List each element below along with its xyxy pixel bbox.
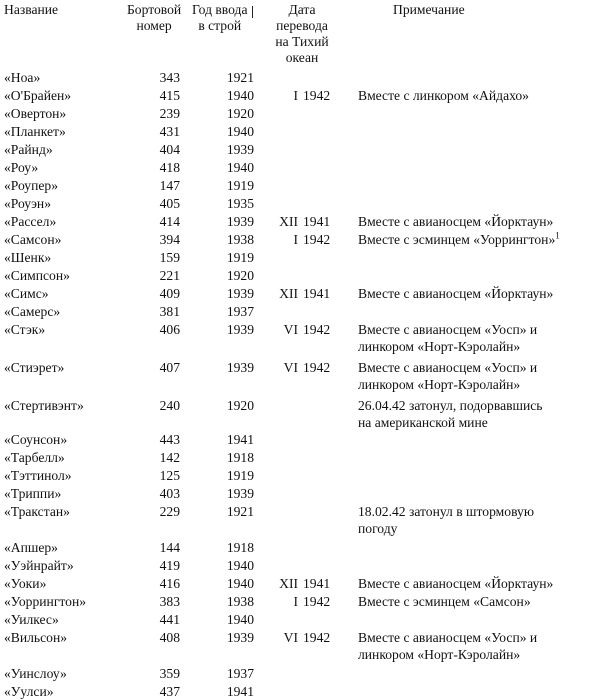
header-year-line: Год ввода [192,2,248,17]
header-note-text: Примечание [393,2,465,17]
hull-number: 407 [159,360,180,375]
commission-year: 1920 [226,398,254,413]
ship-name: «Самсон» [4,232,62,247]
transfer-month: I [293,594,298,609]
note [358,360,598,394]
note-line: Вместе с авианосцем «Уосп» и [358,360,538,375]
hull-number: 418 [159,160,180,175]
hull-number: 416 [159,576,180,591]
hull-number: 159 [159,250,180,265]
hull-number: 144 [159,540,180,555]
ship-name: «Уоррингтон» [4,594,87,609]
note-line: Вместе с авианосцем «Уосп» и [358,322,538,337]
hull-number: 343 [159,70,180,85]
transfer-year: 1942 [303,594,331,609]
commission-year: 1938 [226,232,254,247]
hull-number: 409 [159,286,180,301]
hull-number: 431 [159,124,180,139]
header-transfer-line: океан [285,50,319,65]
commission-year: 1939 [226,360,254,375]
hull-number: 229 [159,504,180,519]
ship-name: «Соунсон» [4,432,68,447]
note-line: Вместе с авианосцем «Уосп» и [358,630,538,645]
ship-name: «Уилкес» [4,612,59,627]
commission-year: 1940 [226,612,254,627]
commission-year: 1939 [226,142,254,157]
transfer-year: 1942 [303,322,331,337]
transfer-month: VI [283,322,298,337]
commission-year: 1937 [226,304,254,319]
hull-number: 240 [159,398,180,413]
note [358,630,598,664]
commission-year: 1918 [226,540,254,555]
ship-name: «Симс» [4,286,49,301]
ship-name: «Вильсон» [4,630,68,645]
commission-year: 1940 [226,558,254,573]
header-hull [127,2,181,34]
hull-number: 441 [159,612,180,627]
commission-year: 1920 [226,268,254,283]
note-line: на американской мине [358,415,488,430]
header-transfer-line: на Тихий [275,34,329,49]
ship-name: «Планкет» [4,124,66,139]
ship-name: «Уэйнрайт» [4,558,74,573]
note-line: 26.04.42 затонул, подорвавшись [358,398,543,413]
commission-year: 1940 [226,88,254,103]
hull-number: 414 [159,214,180,229]
ship-name: «Райнд» [4,142,53,157]
footnote-mark: 1 [555,230,560,241]
ship-name: «Симпсон» [4,268,70,283]
ship-name: «Триппи» [4,486,62,501]
header-name [4,2,58,18]
commission-year: 1937 [226,666,254,681]
ship-name: «Шенк» [4,250,52,265]
commission-year: 1920 [226,106,254,121]
hull-number: 437 [159,684,180,699]
header-transfer [262,2,342,66]
hull-number: 443 [159,432,180,447]
hull-number: 142 [159,450,180,465]
ship-name: «О'Брайен» [4,88,72,103]
commission-year: 1940 [226,160,254,175]
header-name-text: Название [4,2,59,17]
ship-name: «Тэттинол» [4,468,72,483]
ship-name: «Роуэн» [4,196,52,211]
ship-name: «Ноа» [4,70,41,85]
note [358,214,598,230]
transfer-year: 1942 [303,360,331,375]
header-transfer-line: Дата [288,2,316,17]
note [358,504,598,538]
ship-name: «Уинслоу» [4,666,67,681]
commission-year: 1941 [226,684,254,699]
hull-number: 221 [159,268,180,283]
header-note [393,2,465,18]
ship-name: «Овертон» [4,106,67,121]
header-year-line: в строй [198,18,242,33]
note [358,322,598,356]
hull-number: 359 [159,666,180,681]
note-line: линкором «Норт-Кэролайн» [358,647,521,662]
transfer-year: 1942 [303,88,331,103]
header-hull-line: Бортовой [127,2,182,17]
hull-number: 403 [159,486,180,501]
commission-year: 1938 [226,594,254,609]
hull-number: 394 [159,232,180,247]
note [358,398,598,432]
ship-name: «Рассел» [4,214,57,229]
ship-name: «Самерс» [4,304,61,319]
ship-name: «Тарбелл» [4,450,65,465]
note [358,88,598,104]
transfer-year: 1942 [303,630,331,645]
note-line: Вместе с авианосцем «Йорктаун» [358,214,554,229]
hull-number: 239 [159,106,180,121]
ship-name: «Тракстан» [4,504,70,519]
ship-name: «Роупер» [4,178,58,193]
commission-year: 1919 [226,250,254,265]
hull-number: 419 [159,558,180,573]
commission-year: 1918 [226,450,254,465]
ship-name: «Роу» [4,160,39,175]
commission-year: 1940 [226,124,254,139]
commission-year: 1939 [226,214,254,229]
header-year [192,2,247,34]
note-line: Вместе с авианосцем «Йорктаун» [358,286,554,301]
note-line: погоду [358,521,398,536]
commission-year: 1941 [226,432,254,447]
header-hull-line: номер [136,18,172,33]
note-line: Вместе с авианосцем «Йорктаун» [358,576,554,591]
commission-year: 1935 [226,196,254,211]
note [358,232,598,248]
hull-number: 405 [159,196,180,211]
commission-year: 1939 [226,286,254,301]
hull-number: 404 [159,142,180,157]
commission-year: 1939 [226,322,254,337]
transfer-month: XII [279,576,298,591]
ship-name: «Стэк» [4,322,46,337]
hull-number: 147 [159,178,180,193]
transfer-month: XII [279,286,298,301]
commission-year: 1919 [226,468,254,483]
transfer-month: VI [283,360,298,375]
commission-year: 1921 [226,70,254,85]
transfer-year: 1942 [303,232,331,247]
commission-year: 1939 [226,630,254,645]
hull-number: 381 [159,304,180,319]
note [358,286,598,302]
commission-year: 1921 [226,504,254,519]
ship-name: «Апшер» [4,540,58,555]
hull-number: 125 [159,468,180,483]
transfer-year: 1941 [303,286,331,301]
ship-name: «Уулси» [4,684,54,699]
ship-name: «Стиэрет» [4,360,65,375]
hull-number: 383 [159,594,180,609]
note [358,576,598,592]
note-line: Вместе с эсминцем «Уоррингтон» [358,232,556,247]
note-line: линкором «Норт-Кэролайн» [358,377,521,392]
commission-year: 1939 [226,486,254,501]
hull-number: 408 [159,630,180,645]
note [358,594,598,610]
commission-year: 1940 [226,576,254,591]
header-transfer-line: перевода [276,18,328,33]
hull-number: 415 [159,88,180,103]
note-line: Вместе с эсминцем «Самсон» [358,594,531,609]
hull-number: 406 [159,322,180,337]
header-divider [252,6,253,18]
note-line: линкором «Норт-Кэролайн» [358,339,521,354]
transfer-month: I [293,232,298,247]
note-line: 18.02.42 затонул в штормовую [358,504,534,519]
transfer-year: 1941 [303,576,331,591]
transfer-year: 1941 [303,214,331,229]
transfer-month: I [293,88,298,103]
note-line: Вместе с линкором «Айдахо» [358,88,529,103]
ship-name: «Уоки» [4,576,47,591]
commission-year: 1919 [226,178,254,193]
transfer-month: XII [279,214,298,229]
transfer-month: VI [283,630,298,645]
ship-name: «Стертивэнт» [4,398,84,413]
